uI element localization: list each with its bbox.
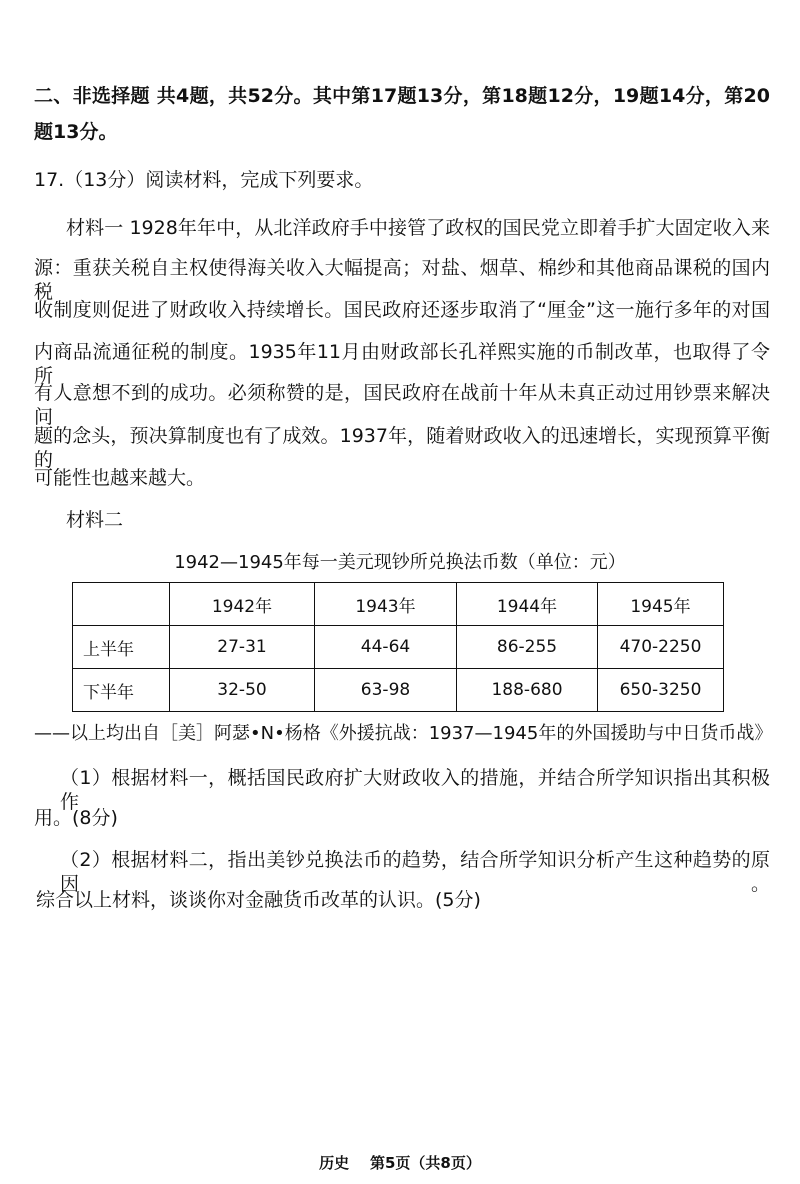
table-header: 1944年 (457, 583, 598, 626)
source-citation: ——以上均出自［美］阿瑟•N•杨格《外援抗战：1937—1945年的外国援助与中日货币战》 (34, 723, 773, 744)
table-cell: 188-680 (457, 669, 598, 712)
table-cell: 44-64 (315, 626, 457, 669)
table-cell: 650-3250 (598, 669, 724, 712)
table-caption: 1942—1945年每一美元现钞所兑换法币数（单位：元） (174, 552, 626, 573)
table-header: 1945年 (598, 583, 724, 626)
material1-line: 内商品流通征税的制度。1935年11月由财政部长孔祥熙实施的币制改革，也取得了令所 (34, 341, 770, 387)
material1-line: 材料一 1928年年中，从北洋政府手中接管了政权的国民党立即着手扩大固定收入来 (66, 217, 770, 239)
exchange-rate-table (72, 582, 724, 712)
material2-label: 材料二 (66, 509, 124, 531)
material1-line: 题的念头，预决算制度也有了成效。1937年，随着财政收入的迅速增长，实现预算平衡的 (34, 425, 770, 471)
table-cell: 63-98 (315, 669, 457, 712)
table-cell: 470-2250 (598, 626, 724, 669)
material1-line: 有人意想不到的成功。必须称赞的是，国民政府在战前十年从未真正动过用钞票来解决问 (34, 382, 770, 428)
section-header-line2: 题13分。 (34, 121, 118, 143)
table-cell: 86-255 (457, 626, 598, 669)
material1-line: 源：重获关税自主权使得海关收入大幅提高；对盐、烟草、棉纱和其他商品课税的国内税 (34, 257, 770, 303)
material1-line: 收制度则促进了财政收入持续增长。国民政府还逐步取消了“厘金”这一施行多年的对国 (34, 299, 770, 321)
table-cell: 32-50 (170, 669, 315, 712)
table-cell: 下半年 (73, 669, 170, 712)
sub-question-1: （1）根据材料一，概括国民政府扩大财政收入的措施，并结合所学知识指出其积极作 (60, 767, 770, 813)
sub-question-2: （2）根据材料二，指出美钞兑换法币的趋势，结合所学知识分析产生这种趋势的原因。 (60, 849, 770, 895)
page-footer: 历史 第5页（共8页） (319, 1154, 481, 1172)
sub-question-2-cont: 综合以上材料，谈谈你对金融货币改革的认识。(5分) (36, 889, 481, 911)
material1-line: 可能性也越来越大。 (34, 467, 206, 489)
question-title: 17.（13分）阅读材料，完成下列要求。 (34, 169, 374, 191)
table-header-row (73, 583, 724, 626)
table-cell: 上半年 (73, 626, 170, 669)
sub-question-1-cont: 用。(8分) (34, 807, 118, 829)
table-row (73, 626, 724, 669)
table-header: 1942年 (170, 583, 315, 626)
table-cell: 27-31 (170, 626, 315, 669)
section-header-line1: 二、非选择题 共4题，共52分。其中第17题13分，第18题12分，19题14分，第20 (34, 85, 770, 107)
table-row (73, 669, 724, 712)
table-header: 1943年 (315, 583, 457, 626)
table-header (73, 583, 170, 626)
